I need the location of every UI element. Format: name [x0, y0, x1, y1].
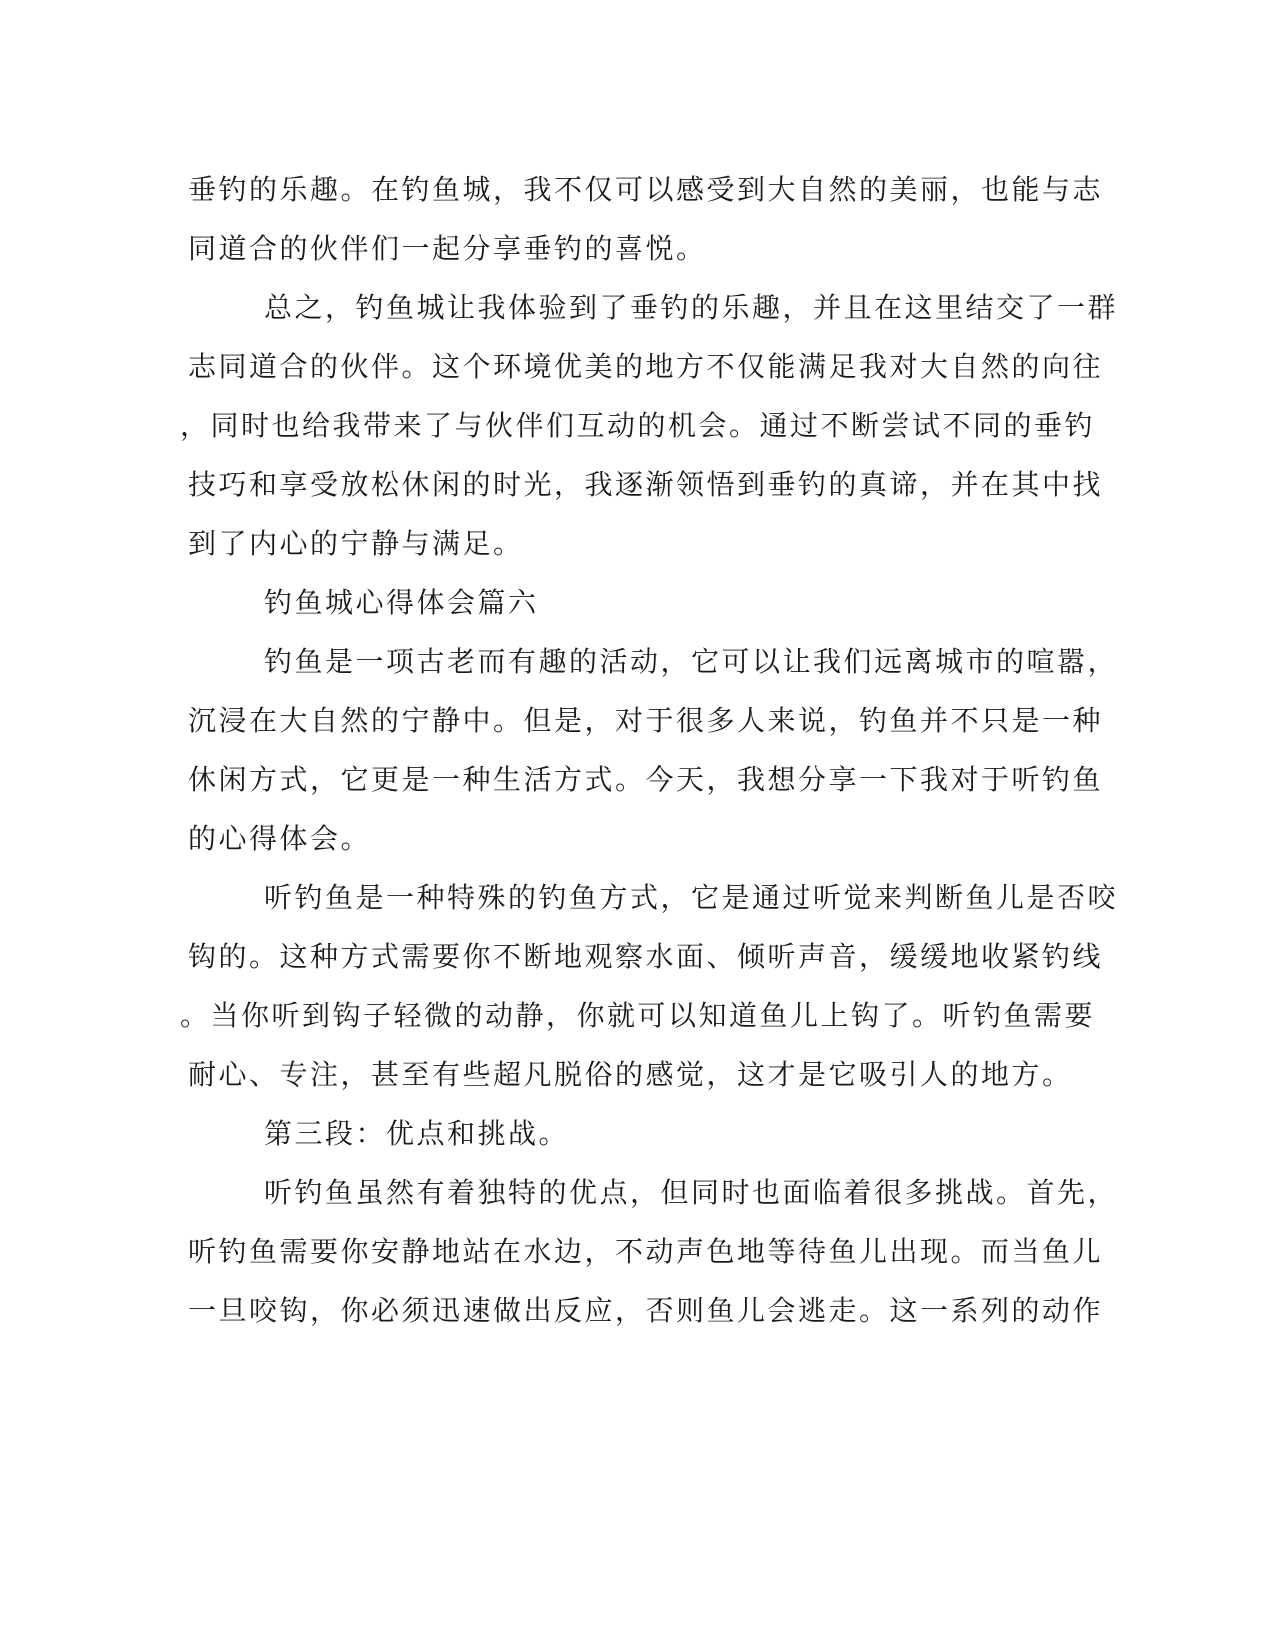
- paragraph-start-line: 听钓鱼虽然有着独特的优点，但同时也面临着很多挑战。首先，: [264, 1176, 1119, 1209]
- text-line: 钩的。这种方式需要你不断地观察水面、倾听声音，缓缓地收紧钓线: [188, 940, 1104, 973]
- text-line: 志同道合的伙伴。这个环境优美的地方不仅能满足我对大自然的向往: [188, 350, 1104, 383]
- section-heading: 钓鱼城心得体会篇六: [264, 586, 539, 619]
- section-heading: 第三段：优点和挑战。: [264, 1117, 570, 1150]
- text-line: 一旦咬钩，你必须迅速做出反应，否则鱼儿会逃走。这一系列的动作: [188, 1294, 1104, 1327]
- paragraph-start-line: 钓鱼是一项古老而有趣的活动，它可以让我们远离城市的喧嚣，: [264, 645, 1119, 678]
- text-line: 沉浸在大自然的宁静中。但是，对于很多人来说，钓鱼并不只是一种: [188, 704, 1104, 737]
- text-line: 听钓鱼需要你安静地站在水边，不动声色地等待鱼儿出现。而当鱼儿: [188, 1235, 1104, 1268]
- paragraph-start-line: 听钓鱼是一种特殊的钓鱼方式，它是通过听觉来判断鱼儿是否咬: [264, 881, 1119, 914]
- text-line: 。当你听到钩子轻微的动静，你就可以知道鱼儿上钩了。听钓鱼需要: [180, 999, 1096, 1032]
- paragraph-start-line: 总之，钓鱼城让我体验到了垂钓的乐趣，并且在这里结交了一群: [264, 291, 1119, 324]
- text-line: 垂钓的乐趣。在钓鱼城，我不仅可以感受到大自然的美丽，也能与志: [188, 173, 1104, 206]
- text-line: 的心得体会。: [188, 822, 372, 855]
- text-line: 技巧和享受放松休闲的时光，我逐渐领悟到垂钓的真谛，并在其中找: [188, 468, 1104, 501]
- text-line: ，同时也给我带来了与伙伴们互动的机会。通过不断尝试不同的垂钓: [180, 409, 1096, 442]
- document-body: [180, 160, 1119, 1340]
- text-line: 同道合的伙伴们一起分享垂钓的喜悦。: [188, 232, 707, 265]
- text-line: 休闲方式，它更是一种生活方式。今天，我想分享一下我对于听钓鱼: [188, 763, 1104, 796]
- text-line: 到了内心的宁静与满足。: [188, 527, 524, 560]
- text-line: 耐心、专注，甚至有些超凡脱俗的感觉，这才是它吸引人的地方。: [188, 1058, 1073, 1091]
